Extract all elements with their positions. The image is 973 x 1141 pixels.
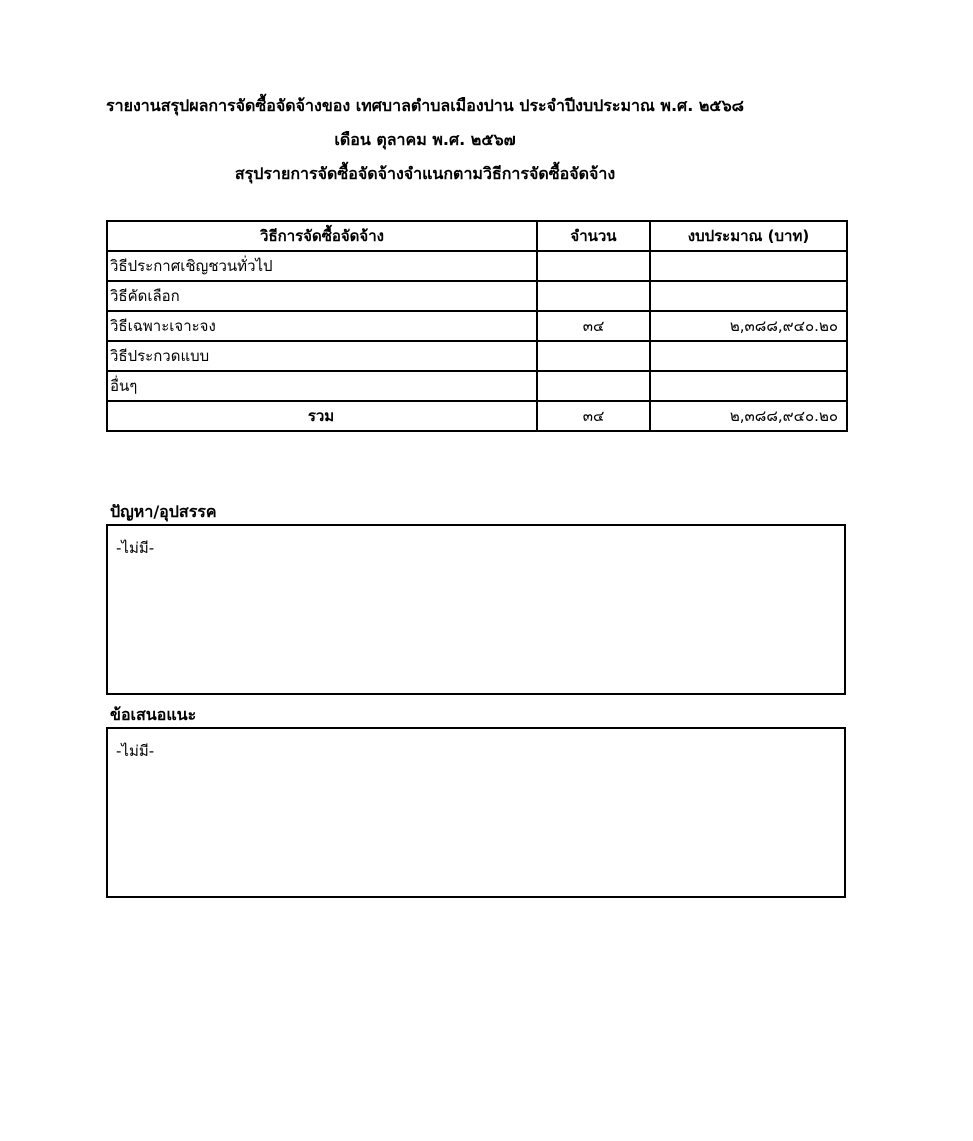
budget-cell: ๒,๓๘๘,๙๔๐.๒๐	[650, 311, 847, 341]
budget-cell	[650, 251, 847, 281]
count-cell	[537, 281, 650, 311]
count-cell	[537, 341, 650, 371]
procurement-summary-table	[106, 220, 848, 432]
column-header-method: วิธีการจัดซื้อจัดจ้าง	[107, 221, 537, 251]
column-header-budget: งบประมาณ (บาท)	[650, 221, 847, 251]
report-subtitle: สรุปรายการจัดซื้อจัดจ้างจำแนกตามวิธีการจัดซื้อจัดจ้าง	[234, 164, 616, 183]
budget-cell	[650, 371, 847, 401]
method-cell: อื่นๆ	[107, 371, 537, 401]
table-row	[107, 251, 847, 281]
table-row	[107, 371, 847, 401]
column-header-count: จำนวน	[537, 221, 650, 251]
problems-text: -ไม่มี-	[116, 539, 155, 557]
count-cell	[537, 371, 650, 401]
total-budget-cell: ๒,๓๘๘,๙๔๐.๒๐	[650, 401, 847, 431]
method-cell: วิธีคัดเลือก	[107, 281, 537, 311]
table-row	[107, 311, 847, 341]
table-row	[107, 341, 847, 371]
count-cell: ๓๔	[537, 311, 650, 341]
total-count-cell: ๓๔	[537, 401, 650, 431]
report-title: รายงานสรุปผลการจัดซื้อจัดจ้างของ เทศบาลตำบลเมืองปาน ประจำปีงบประมาณ พ.ศ. ๒๕๖๘	[106, 96, 744, 115]
suggestions-label: ข้อเสนอแนะ	[110, 705, 197, 724]
budget-cell	[650, 341, 847, 371]
method-cell: วิธีประกวดแบบ	[107, 341, 537, 371]
budget-cell	[650, 281, 847, 311]
method-cell: วิธีประกาศเชิญชวนทั่วไป	[107, 251, 537, 281]
count-cell	[537, 251, 650, 281]
method-cell: วิธีเฉพาะเจาะจง	[107, 311, 537, 341]
total-label-cell: รวม	[107, 401, 537, 431]
suggestions-box	[106, 727, 846, 898]
problems-box	[106, 524, 846, 695]
table-header-row	[107, 221, 847, 251]
table-total-row	[107, 401, 847, 431]
suggestions-text: -ไม่มี-	[116, 742, 155, 760]
report-month: เดือน ตุลาคม พ.ศ. ๒๕๖๗	[334, 130, 516, 149]
problems-label: ปัญหา/อุปสรรค	[110, 502, 217, 521]
table-row	[107, 281, 847, 311]
